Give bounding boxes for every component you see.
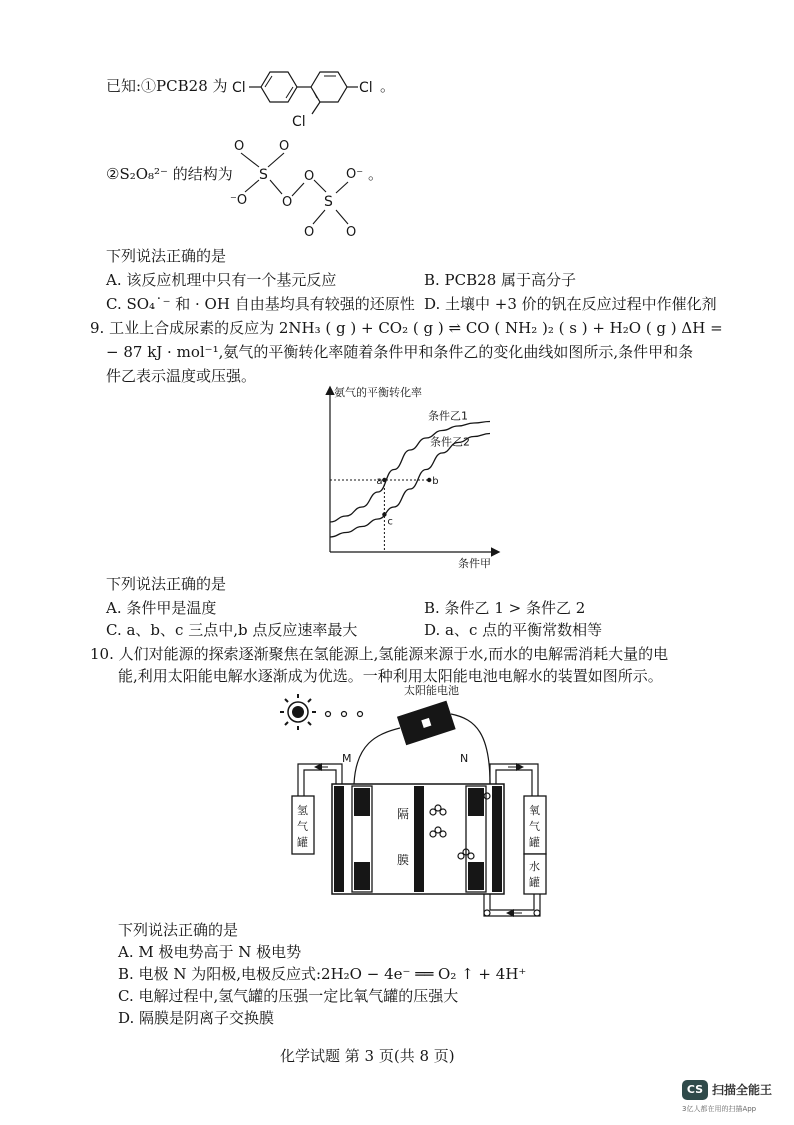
svg-text:水: 水: [529, 860, 540, 873]
o-minus-right: O⁻: [346, 167, 364, 182]
svg-text:气: 气: [529, 820, 540, 833]
electrode-n: [492, 786, 502, 892]
point-label-b: b: [432, 476, 439, 487]
o-top-left: O: [234, 139, 245, 154]
s2o8-structure: [228, 138, 378, 242]
known-intro: 已知:①PCB28 为: [106, 77, 228, 95]
o-minus-left: ⁻O: [230, 193, 248, 208]
o-bottom-right: O: [346, 225, 357, 240]
electrode-m-label: M: [342, 752, 352, 765]
svg-text:罐: 罐: [529, 836, 540, 849]
o-bridge-2: O: [304, 169, 315, 184]
q9-text-line1: 9. 工业上合成尿素的反应为 2NH₃ ( g ) + CO₂ ( g ) ⇌ CO ( NH₂ )₂ ( s ) + H₂O ( g ) ΔH =: [90, 319, 723, 337]
q9-option-b: B. 条件乙 1 > 条件乙 2: [424, 599, 586, 617]
o-top-right: O: [279, 139, 290, 154]
electrode-m: [334, 786, 344, 892]
q8-option-c: C. SO₄˙⁻ 和 · OH 自由基均具有较强的还原性: [106, 295, 415, 313]
scanner-name: 扫描全能王: [712, 1083, 773, 1097]
o-bridge-1: O: [282, 195, 293, 210]
q10-text-line1: 10. 人们对能源的探索逐渐聚焦在氢能源上,氢能源来源于水,而水的电解需消耗大量的电: [90, 645, 669, 663]
x-axis-label: 条件甲: [458, 557, 491, 570]
q10-option-c: C. 电解过程中,氢气罐的压强一定比氧气罐的压强大: [118, 987, 459, 1005]
s-left: S: [259, 167, 268, 183]
known-period: 。: [380, 77, 396, 95]
svg-text:气: 气: [297, 820, 308, 833]
svg-text:氧: 氧: [529, 804, 540, 817]
s2o8-intro: ②S₂O₈²⁻ 的结构为: [106, 165, 233, 183]
s2o8-period: 。: [368, 165, 384, 183]
pcb-cl-bottom: Cl: [292, 114, 306, 130]
q8-option-b: B. PCB28 属于高分子: [424, 271, 577, 289]
electrode-n-label: N: [460, 752, 469, 765]
q9-text-line2: − 87 kJ · mol⁻¹,氨气的平衡转化率随着条件甲和条件乙的变化曲线如图所示,条件甲和条: [106, 343, 694, 361]
q8-option-d: D. 土壤中 +3 价的钒在反应过程中作催化剂: [424, 295, 717, 313]
q9-text-line3: 件乙表示温度或压强。: [106, 367, 257, 385]
point-c: [382, 512, 386, 516]
point-b: [427, 478, 431, 482]
point-a: [382, 478, 386, 482]
scanner-watermark: [682, 1078, 792, 1118]
pcb-cl-right: Cl: [359, 80, 373, 96]
cs-logo-icon: CS: [682, 1080, 708, 1100]
q9-option-d: D. a、c 点的平衡常数相等: [424, 621, 603, 639]
page-footer: 化学试题 第 3 页(共 8 页): [280, 1047, 455, 1065]
q10-option-a: A. M 极电势高于 N 极电势: [118, 943, 302, 961]
point-label-a: a: [376, 476, 383, 487]
electrolysis-apparatus: [276, 684, 556, 920]
q10-option-d: D. 隔膜是阴离子交换膜: [118, 1009, 275, 1027]
q10-stem: 下列说法正确的是: [118, 921, 239, 939]
q8-option-a: A. 该反应机理中只有一个基元反应: [106, 271, 337, 289]
membrane: [414, 786, 424, 892]
o-bottom-left: O: [304, 225, 315, 240]
q9-option-c: C. a、b、c 三点中,b 点反应速率最大: [106, 621, 358, 639]
q10-text-line2: 能,利用太阳能电解水逐渐成为优选。一种利用太阳能电池电解水的装置如图所示。: [118, 667, 663, 685]
membrane-char-2: 膜: [397, 853, 410, 867]
series-line-2: [330, 434, 490, 538]
y-axis-label: 氨气的平衡转化率: [334, 386, 422, 399]
solar-panel-icon: [397, 701, 456, 746]
scanner-tagline: 3亿人都在用的扫描App: [682, 1105, 757, 1113]
svg-text:罐: 罐: [297, 836, 308, 849]
solar-cell-label: 太阳能电池: [404, 684, 459, 697]
q9-stem: 下列说法正确的是: [106, 575, 227, 593]
svg-text:氢: 氢: [297, 804, 308, 817]
point-label-c: c: [387, 516, 393, 528]
s-right: S: [324, 194, 333, 210]
q9-option-a: A. 条件甲是温度: [106, 599, 217, 617]
series-label-2: 条件乙2: [430, 435, 470, 449]
conversion-chart: [320, 382, 510, 572]
pcb28-structure: [228, 60, 398, 132]
q10-option-b: B. 电极 N 为阳极,电极反应式:2H₂O − 4e⁻ ══ O₂ ↑ + 4H⁺: [118, 965, 527, 983]
series-label-1: 条件乙1: [428, 409, 468, 423]
sun-icon: [280, 694, 316, 730]
q8-stem: 下列说法正确的是: [106, 247, 227, 265]
membrane-char-1: 隔: [397, 807, 410, 821]
pcb-cl-left: Cl: [232, 80, 246, 96]
svg-text:罐: 罐: [529, 876, 540, 889]
